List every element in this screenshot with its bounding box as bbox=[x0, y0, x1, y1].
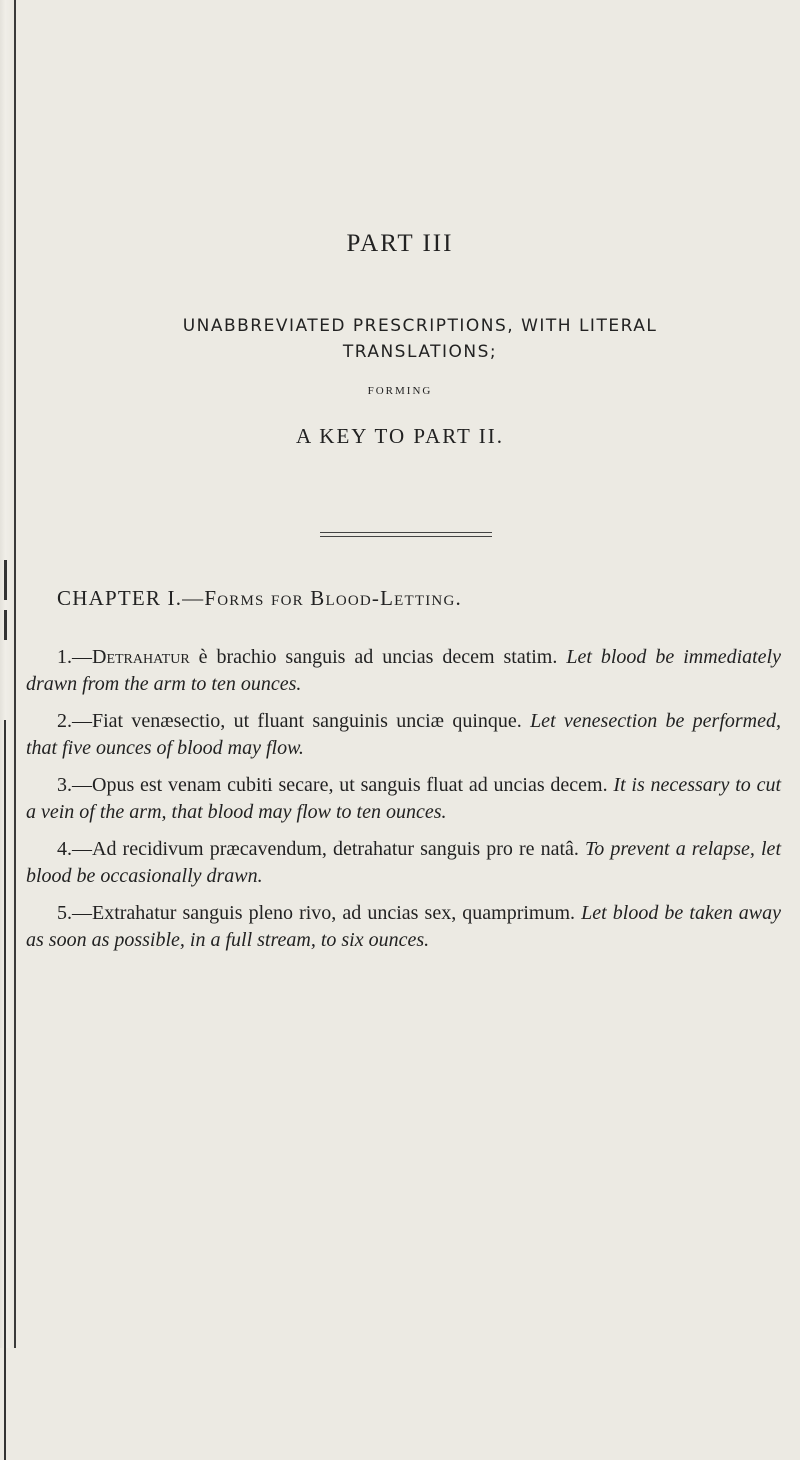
prescription-entry bbox=[26, 708, 781, 762]
entry-number: 3.— bbox=[57, 774, 92, 796]
entry-english: Let blood be immediately drawn from the arm to ten ounces. bbox=[26, 646, 781, 695]
entry-english: Let venesection be performed, that five ounces of blood may flow. bbox=[26, 710, 781, 759]
forming-label: FORMING bbox=[367, 385, 433, 397]
divider-rule bbox=[320, 536, 492, 537]
entry-english: It is necessary to cut a vein of the arm, that blood may flow to ten ounces. bbox=[26, 774, 782, 823]
divider-rule bbox=[320, 532, 492, 533]
prescription-entry bbox=[26, 836, 781, 890]
chapter-heading bbox=[57, 586, 777, 611]
gutter-mark bbox=[4, 720, 6, 1460]
entry-english: Let blood be taken away as soon as possible, in a full stream, to six ounces. bbox=[26, 902, 781, 951]
gutter-mark bbox=[4, 610, 7, 640]
entry-number: 1.— bbox=[57, 646, 92, 668]
entry-number: 4.— bbox=[57, 838, 92, 860]
page-gutter bbox=[0, 0, 16, 1348]
chapter-title: Forms for Blood-Letting. bbox=[204, 586, 462, 610]
entry-english: To prevent a relapse, let blood be occasionally drawn. bbox=[26, 838, 781, 887]
prescription-list bbox=[26, 644, 781, 964]
prescription-entry bbox=[26, 900, 781, 954]
subtitle bbox=[40, 313, 800, 365]
entry-latin: Extrahatur sanguis pleno rivo, ad uncias sex, quamprimum. bbox=[92, 902, 582, 924]
subtitle-line-2: TRANSLATIONS; bbox=[342, 342, 498, 362]
entry-latin: Opus est venam cubiti secare, ut sanguis fluat ad uncias decem. bbox=[92, 774, 614, 796]
part-title: PART III bbox=[346, 230, 454, 257]
entry-number: 2.— bbox=[57, 710, 92, 732]
chapter-number: CHAPTER I.— bbox=[57, 586, 205, 610]
key-title: A KEY TO PART II. bbox=[296, 424, 504, 448]
prescription-entry bbox=[26, 772, 781, 826]
entry-latin: Fiat venæsectio, ut fluant sanguinis unciæ quinque. bbox=[92, 710, 531, 732]
entry-latin-lead: Detrahatur bbox=[92, 646, 190, 668]
entry-latin: Ad recidivum præcavendum, detrahatur sanguis pro re natâ. bbox=[92, 838, 585, 860]
entry-latin: è brachio sanguis ad uncias decem statim. bbox=[189, 646, 567, 668]
entry-number: 5.— bbox=[57, 902, 92, 924]
prescription-entry bbox=[26, 644, 781, 698]
subtitle-line-1: UNABBREVIATED PRESCRIPTIONS, WITH LITERAL bbox=[182, 316, 658, 336]
gutter-mark bbox=[4, 560, 7, 600]
